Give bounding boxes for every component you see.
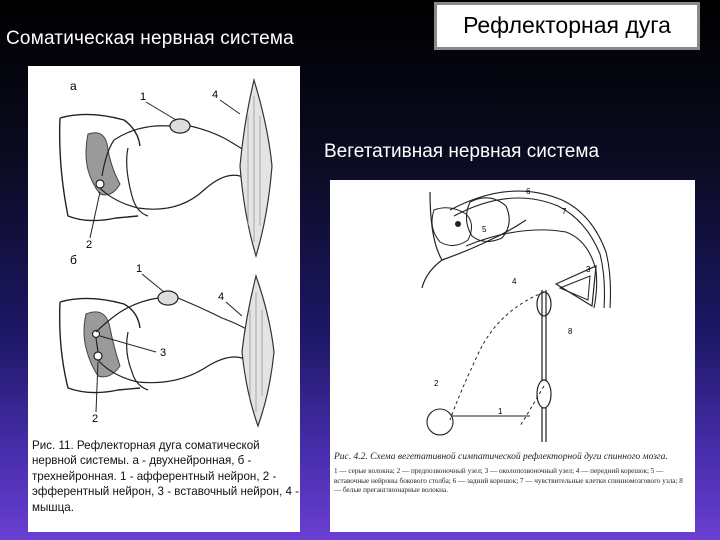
label-3: 3 — [586, 265, 591, 274]
label-3-b: 3 — [160, 347, 167, 359]
label-8: 8 — [568, 327, 573, 336]
label-1-a: 1 — [140, 91, 147, 103]
paravertebral-ganglion — [537, 292, 551, 316]
label-2-a: 2 — [86, 239, 93, 251]
spinal-ganglion-a — [170, 119, 190, 133]
autonomic-caption-title: Рис. 4.2. Схема вегетативной симпатической рефлекторной дуги спинного мозга. — [334, 452, 668, 462]
grey-matter — [432, 208, 472, 246]
label-6: 6 — [526, 187, 531, 196]
spinal-ganglion — [466, 198, 509, 242]
efferent-fiber-a — [100, 175, 252, 209]
interneuron — [455, 221, 461, 227]
somatic-title: Соматическая нервная система — [6, 28, 294, 49]
label-b: б — [70, 253, 77, 267]
label-4-b: 4 — [218, 291, 225, 303]
dorsal-root — [450, 191, 611, 308]
spinal-ganglion-b — [158, 291, 178, 305]
label-a: а — [70, 79, 77, 93]
autonomic-diagram — [330, 180, 695, 448]
reflex-arc-title: Рефлекторная дуга — [434, 2, 700, 50]
somatic-diagram — [28, 66, 300, 438]
label-4: 4 — [512, 277, 517, 286]
autonomic-figure-caption — [334, 452, 684, 496]
label-1: 1 — [498, 407, 503, 416]
label-2-b: 2 — [92, 413, 99, 425]
label-5: 5 — [482, 225, 487, 234]
somatic-figure-panel — [28, 66, 300, 532]
label-4-a: 4 — [212, 89, 219, 101]
afferent-peripheral-a — [190, 126, 250, 154]
efferent-fiber-b — [98, 357, 254, 383]
motor-neuron-b — [94, 352, 102, 360]
label-2: 2 — [434, 379, 439, 388]
effector-organ — [427, 409, 453, 435]
muscle-a — [240, 80, 272, 256]
autonomic-figure-panel — [330, 180, 695, 532]
grey-fibers — [450, 292, 544, 420]
label-1-b: 1 — [136, 263, 143, 275]
afferent-peripheral-b — [178, 298, 248, 330]
label-7: 7 — [562, 207, 567, 216]
muscle-b — [242, 276, 274, 426]
autonomic-title: Вегетативная нервная система — [324, 141, 600, 162]
somatic-figure-caption: Рис. 11. Рефлекторная дуга соматической нервной системы. а - двухнейронная, б - трехнейронная. 1 - афферентный нейрон, 2 - эфферентный нейрон, 3 - вставочный нейрон, 4 - мышца. — [32, 439, 300, 514]
autonomic-caption-body: 1 — серые волокна; 2 — предпозвоночный узел; 3 — околопозвоночный узел; 4 — передний корешок; 5 — вставочные нейроны бокового столба; 6 — задний корешок; 7 — чувствительные клетки спинномозгового узла; 8 — белые преганглионарные волокна. — [334, 467, 683, 495]
grey-matter-b — [84, 312, 120, 377]
motor-neuron-a — [96, 180, 104, 188]
